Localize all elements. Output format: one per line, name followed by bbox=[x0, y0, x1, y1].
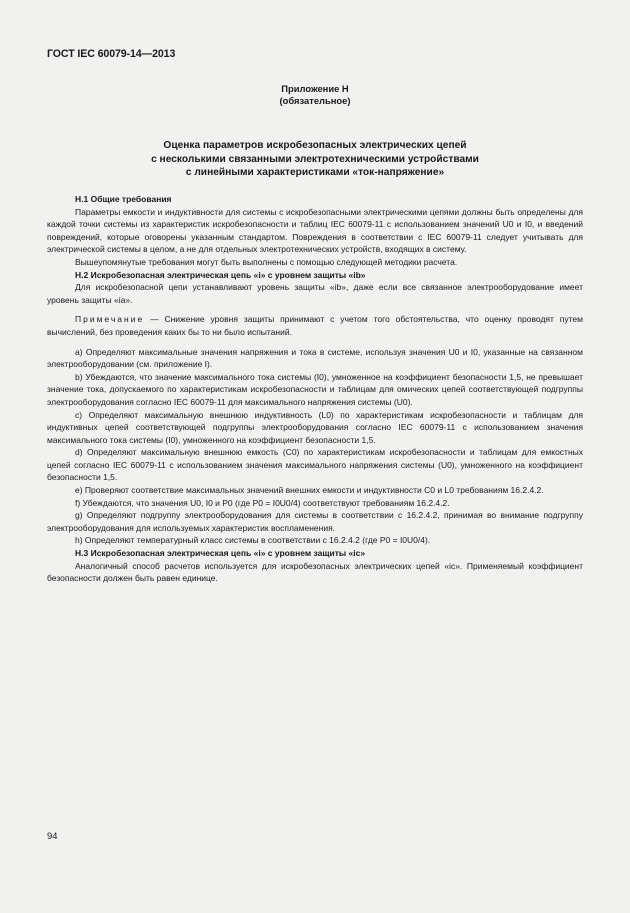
item-g: g) Определяют подгруппу электрооборудования для системы в соответствии с 16.2.4.2, принимая во внимание подгруппу электрооборудования для используемых характеристик воспламенения. bbox=[47, 510, 583, 533]
note bbox=[47, 313, 583, 338]
annex-body bbox=[47, 193, 583, 585]
annex-title: Приложение Н bbox=[281, 83, 349, 94]
annex-heading-line: Оценка параметров искробезопасных электрических цепей bbox=[163, 140, 467, 151]
annex-heading bbox=[90, 139, 540, 180]
annex-status: (обязательное) bbox=[279, 95, 351, 106]
item-h: h) Определяют температурный класс системы в соответствии с 16.2.4.2 (где P0 = I0U0/4). bbox=[75, 535, 431, 546]
page-number: 94 bbox=[47, 830, 58, 841]
paragraph-h1-1: Параметры емкости и индуктивности для системы с искробезопасными электрическими цепями должны быть определены для каждой точки системы из характеристик искробезопасности и таблиц IEC 60079-11 с использованием значений U0 и I0, и введений повреждений, которые оговорены указанным стандартом. Повреждения в соответствии с IEC 60079-11 следует учитывать для электрической системы в целом, а не для отдельных электротехнических устройств, входящих в систему. bbox=[47, 206, 583, 255]
item-f: f) Убеждаются, что значения U0, I0 и P0 (где P0 = I0U0/4) соответствуют требованиям 16.2.4.2. bbox=[75, 497, 450, 508]
item-c: c) Определяют максимальную внешнюю индуктивность (L0) по характеристикам искробезопасности и таблицам для индуктивных цепей соответствующей подгруппы электрооборудования согласно IEC 60079-11 с использованием значения максимального тока системы (I0), умноженного на коэффициент безопасности 1,5. bbox=[47, 409, 583, 445]
item-b: b) Убеждаются, что значение максимального тока системы (I0), умноженное на коэффициент безопасности 1,5, не превышает значение тока, допускаемого по характеристикам искробезопасности и таблицам для омических цепей соответствующей подгруппы электрооборудования согласно IEC 60079-11 для максимального напряжения системы (U0). bbox=[47, 371, 583, 407]
item-d: d) Определяют максимальную внешнюю емкость (C0) по характеристикам искробезопасности и таблицам для емкостных цепей согласно IEC 60079-11 с использованием значения максимального напряжения системы (U0), умноженного на коэффициент безопасности 1,5. bbox=[47, 447, 583, 483]
note-label: Примечание bbox=[75, 314, 145, 325]
annex-heading-line: с несколькими связанными электротехническими устройствами bbox=[151, 153, 479, 165]
paragraph-h3-1: Аналогичный способ расчетов используется для искробезопасных электрических цепей «ic». Применяемый коэффициент безопасности должен быть равен единице. bbox=[47, 560, 583, 584]
item-e: e) Проверяют соответствие максимальных значений внешних емкости и индуктивности C0 и L0 требованиям 16.2.4.2. bbox=[75, 485, 544, 496]
item-a: a) Определяют максимальные значения напряжения и тока в системе, используя значения U0 и I0, указанные на связанном электрооборудовании (см. приложение I). bbox=[47, 346, 583, 370]
section-heading-h1: Н.1 Общие требования bbox=[75, 194, 172, 204]
document-id: ГОСТ IEC 60079-14—2013 bbox=[47, 48, 176, 60]
section-heading-h2: Н.2 Искробезопасная электрическая цепь «i» с уровнем защиты «ib» bbox=[75, 269, 366, 280]
section-heading-h3: Н.3 Искробезопасная электрическая цепь «i» с уровнем защиты «ic» bbox=[75, 548, 366, 559]
annex-heading-line: с линейными характеристиками «ток-напряжение» bbox=[185, 167, 445, 179]
note-text: — Снижение уровня защиты принимают с учетом того обстоятельства, что оценку проводят путем вычислений, без проведения каких бы то ни было испытаний. bbox=[47, 314, 583, 337]
paragraph-h1-2: Вышеупомянутые требования могут быть выполнены с помощью следующей методики расчета. bbox=[75, 256, 458, 267]
paragraph-h2-1: Для искробезопасной цепи устанавливают уровень защиты «ib», даже если все связанное электрооборудование имеет уровень защиты «ia». bbox=[47, 282, 583, 305]
